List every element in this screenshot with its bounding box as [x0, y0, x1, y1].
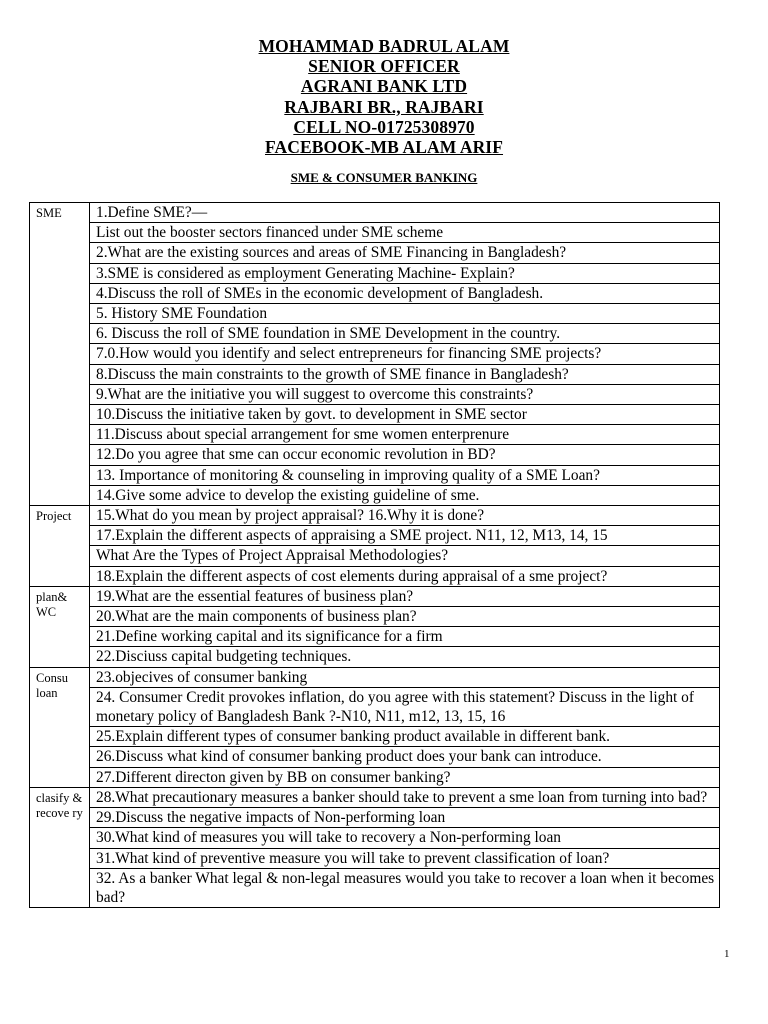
- table-row: [30, 223, 720, 243]
- table-row: [30, 445, 720, 465]
- table-row: [30, 526, 720, 546]
- question-cell: 32. As a banker What legal & non-legal measures would you take to recover a loan when it becomes bad?: [90, 868, 720, 907]
- table-row: [30, 747, 720, 767]
- table-row: [30, 344, 720, 364]
- table-row: [30, 586, 720, 606]
- table-row: [30, 485, 720, 505]
- question-cell: 31.What kind of preventive measure you will take to prevent classification of loan?: [90, 848, 720, 868]
- question-cell: 19.What are the essential features of business plan?: [90, 586, 720, 606]
- table-row: [30, 405, 720, 425]
- table-row: [30, 727, 720, 747]
- table-row: [30, 324, 720, 344]
- question-cell: What Are the Types of Project Appraisal Methodologies?: [90, 546, 720, 566]
- question-cell: 10.Discuss the initiative taken by govt. to development in SME sector: [90, 405, 720, 425]
- table-row: [30, 425, 720, 445]
- question-cell: 11.Discuss about special arrangement for sme women enterprenure: [90, 425, 720, 445]
- question-cell: 29.Discuss the negative impacts of Non-performing loan: [90, 808, 720, 828]
- table-row: [30, 627, 720, 647]
- question-table: [29, 202, 720, 908]
- question-cell: 18.Explain the different aspects of cost elements during appraisal of a sme project?: [90, 566, 720, 586]
- author-facebook: FACEBOOK-MB ALAM ARIF: [264, 137, 504, 158]
- question-cell: 23.objecives of consumer banking: [90, 667, 720, 687]
- table-row: [30, 465, 720, 485]
- question-cell: 4.Discuss the roll of SMEs in the economic development of Bangladesh.: [90, 283, 720, 303]
- document-subtitle: SME & CONSUMER BANKING: [290, 170, 478, 185]
- table-row: [30, 566, 720, 586]
- question-cell: 30.What kind of measures you will take to recovery a Non-performing loan: [90, 828, 720, 848]
- section-category-label: SME: [30, 203, 90, 506]
- question-cell: 1.Define SME?—: [90, 203, 720, 223]
- question-cell: 9.What are the initiative you will suggest to overcome this constraints?: [90, 384, 720, 404]
- question-cell: 28.What precautionary measures a banker should take to prevent a sme loan from turning into bad?: [90, 787, 720, 807]
- table-row: [30, 667, 720, 687]
- document-header: [0, 36, 768, 157]
- question-cell: 5. History SME Foundation: [90, 304, 720, 324]
- section-category-label: plan& WC: [30, 586, 90, 667]
- table-row: [30, 203, 720, 223]
- question-cell: 12.Do you agree that sme can occur economic revolution in BD?: [90, 445, 720, 465]
- table-row: [30, 808, 720, 828]
- question-cell: 25.Explain different types of consumer banking product available in different bank.: [90, 727, 720, 747]
- question-cell: 26.Discuss what kind of consumer banking product does your bank can introduce.: [90, 747, 720, 767]
- author-cell: CELL NO-01725308970: [293, 116, 475, 137]
- question-cell: 2.What are the existing sources and areas of SME Financing in Bangladesh?: [90, 243, 720, 263]
- question-cell: 27.Different directon given by BB on consumer banking?: [90, 767, 720, 787]
- question-cell: 15.What do you mean by project appraisal? 16.Why it is done?: [90, 506, 720, 526]
- question-cell: 6. Discuss the roll of SME foundation in SME Development in the country.: [90, 324, 720, 344]
- question-cell: 7.0.How would you identify and select entrepreneurs for financing SME projects?: [90, 344, 720, 364]
- table-row: [30, 243, 720, 263]
- table-row: [30, 767, 720, 787]
- section-category-label: Consu loan: [30, 667, 90, 787]
- section-category-label: clasify & recove ry: [30, 787, 90, 907]
- question-cell: 24. Consumer Credit provokes inflation, do you agree with this statement? Discuss in the light of monetary policy of Bangladesh Bank ?-N10, N11, m12, 13, 15, 16: [90, 687, 720, 726]
- table-row: [30, 384, 720, 404]
- section-category-label: Project: [30, 506, 90, 587]
- question-cell: 14.Give some advice to develop the existing guideline of sme.: [90, 485, 720, 505]
- table-row: [30, 364, 720, 384]
- table-row: [30, 283, 720, 303]
- table-row: [30, 787, 720, 807]
- author-name: MOHAMMAD BADRUL ALAM: [258, 36, 510, 56]
- question-cell: 3.SME is considered as employment Generating Machine- Explain?: [90, 263, 720, 283]
- table-row: [30, 647, 720, 667]
- table-row: [30, 506, 720, 526]
- question-cell: 21.Define working capital and its significance for a firm: [90, 627, 720, 647]
- question-cell: 20.What are the main components of business plan?: [90, 607, 720, 627]
- author-branch: RAJBARI BR., RAJBARI: [284, 96, 484, 117]
- table-row: [30, 687, 720, 726]
- table-row: [30, 868, 720, 907]
- table-row: [30, 828, 720, 848]
- question-cell: 8.Discuss the main constraints to the growth of SME finance in Bangladesh?: [90, 364, 720, 384]
- author-title: SENIOR OFFICER: [308, 56, 460, 77]
- question-cell: 13. Importance of monitoring & counseling in improving quality of a SME Loan?: [90, 465, 720, 485]
- question-cell: 17.Explain the different aspects of appraising a SME project. N11, 12, M13, 14, 15: [90, 526, 720, 546]
- table-row: [30, 263, 720, 283]
- question-cell: List out the booster sectors financed under SME scheme: [90, 223, 720, 243]
- page-number: 1: [724, 948, 730, 960]
- table-row: [30, 848, 720, 868]
- table-row: [30, 304, 720, 324]
- table-row: [30, 546, 720, 566]
- table-row: [30, 607, 720, 627]
- question-cell: 22.Disciuss capital budgeting techniques.: [90, 647, 720, 667]
- author-bank: AGRANI BANK LTD: [300, 76, 468, 97]
